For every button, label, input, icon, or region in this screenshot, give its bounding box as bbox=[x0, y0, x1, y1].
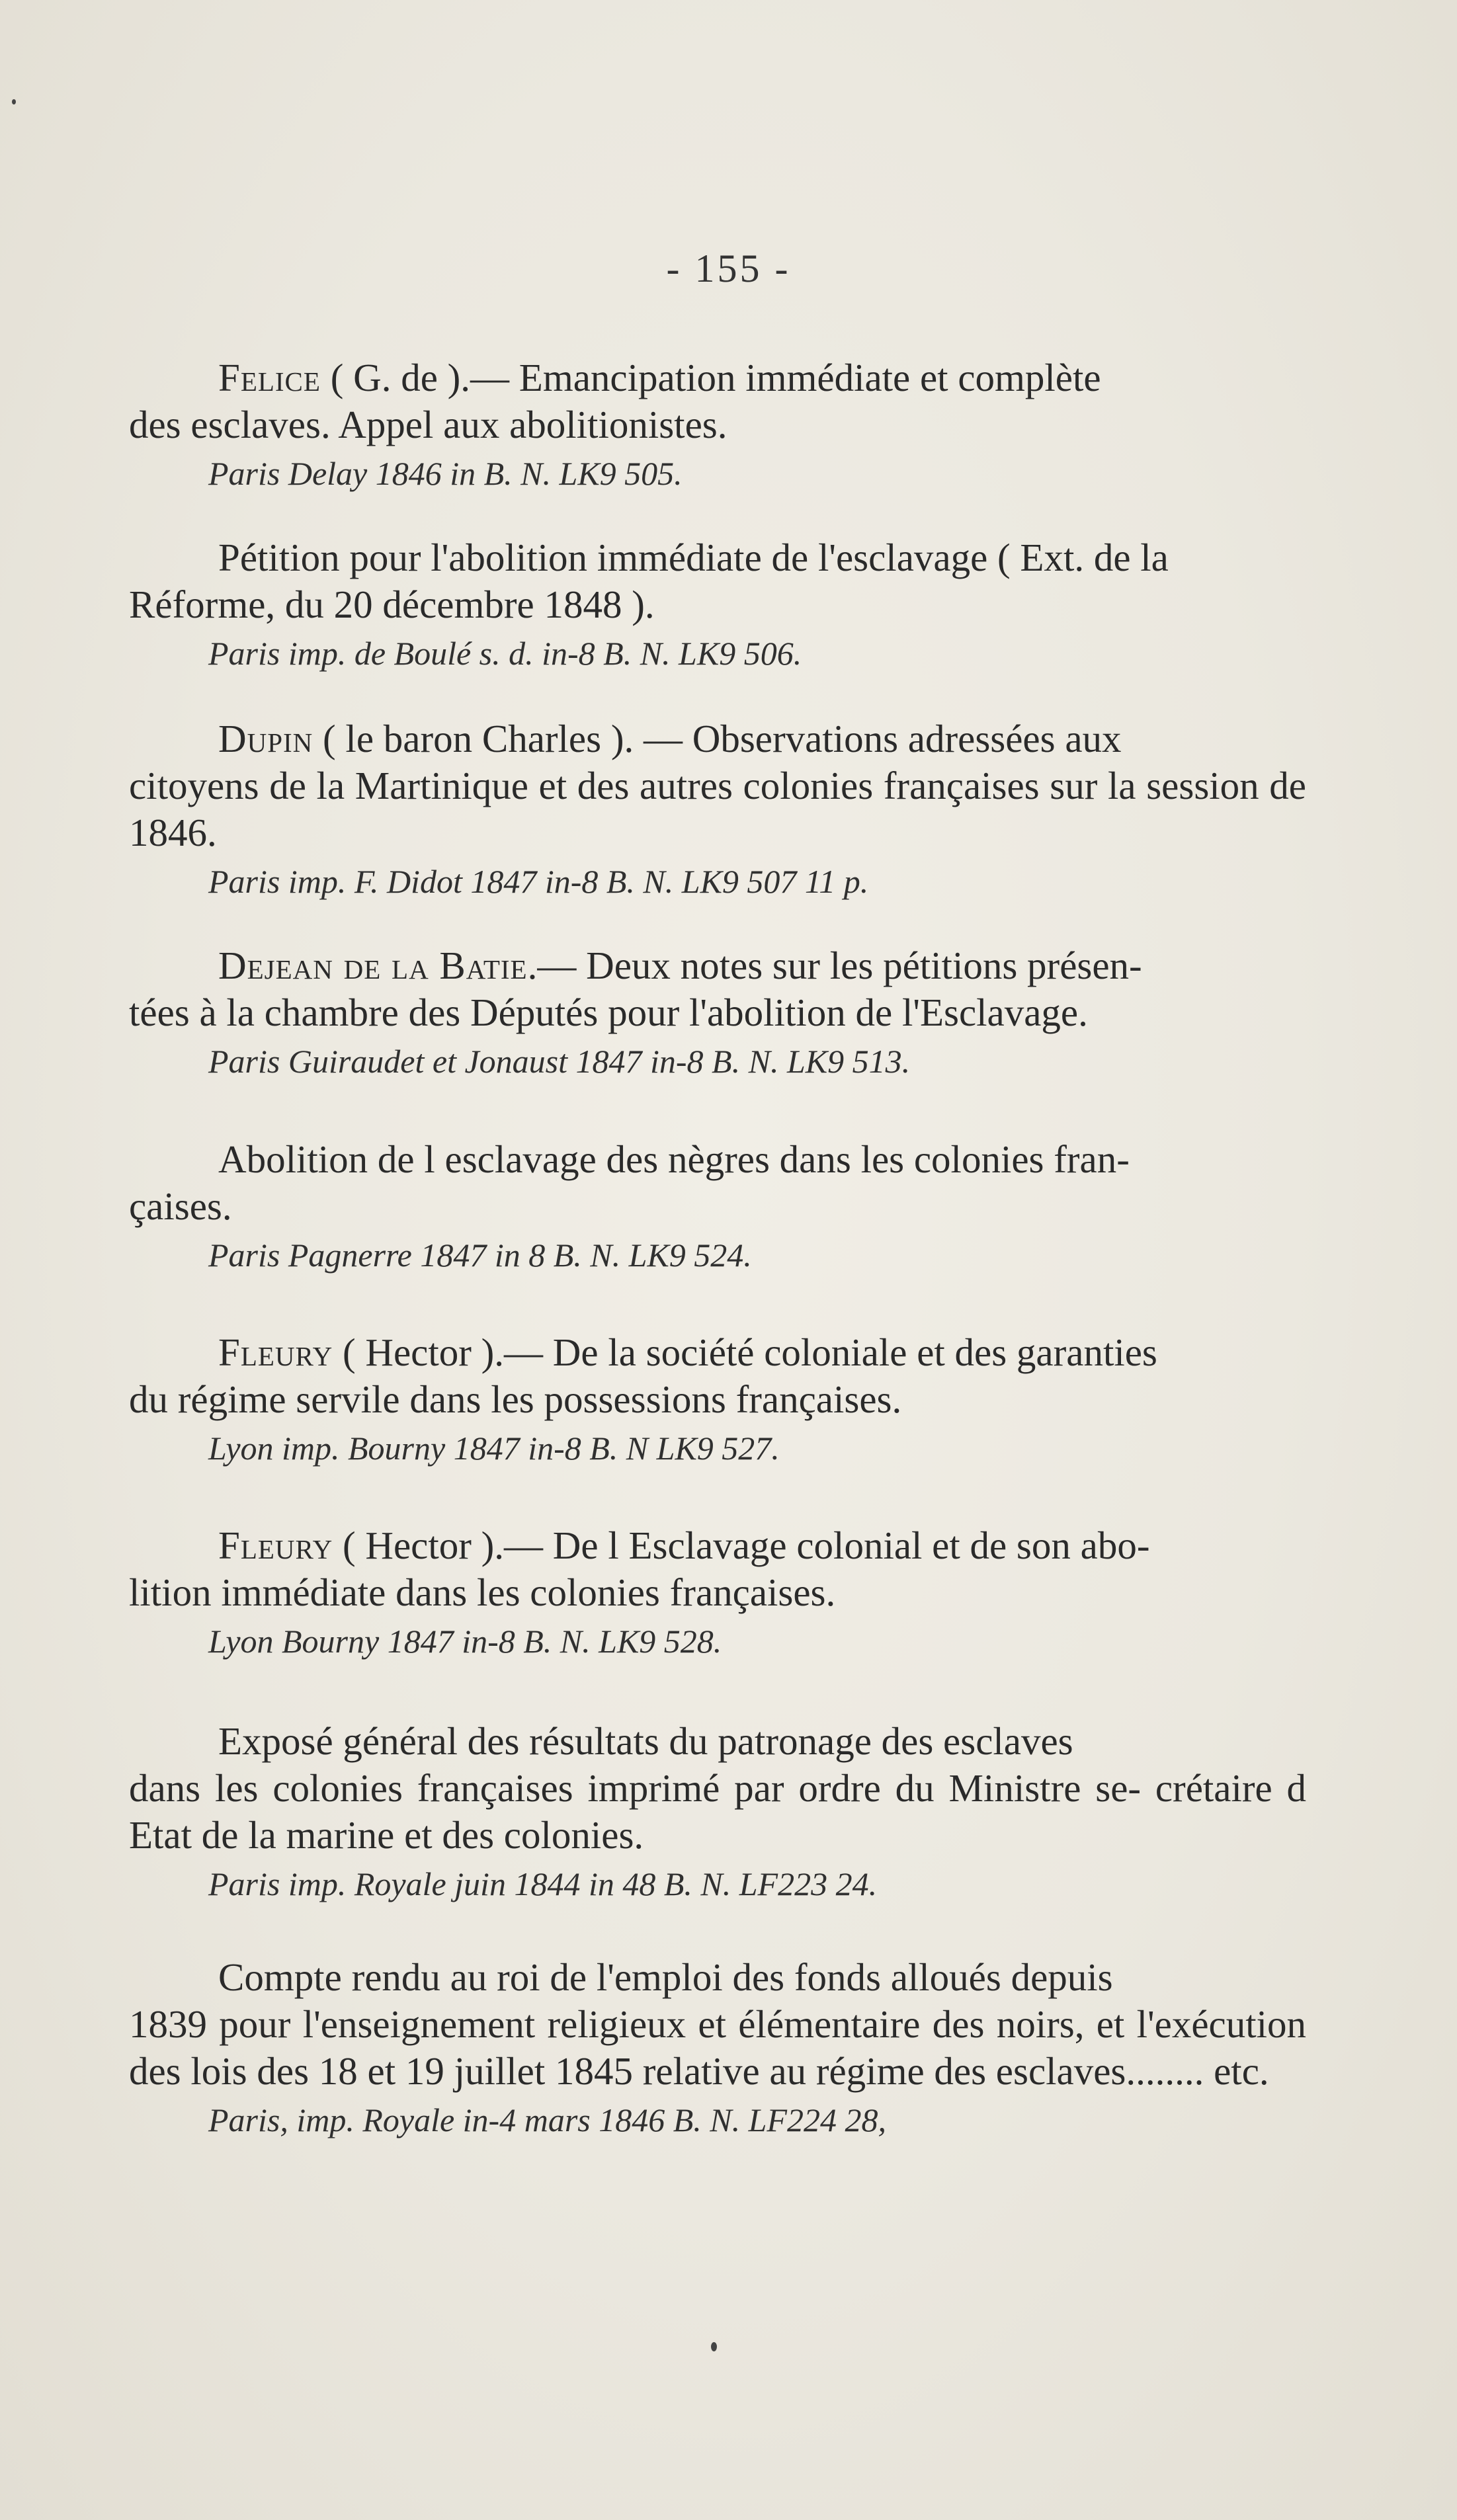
entry-title-line: Compte rendu au roi de l'emploi des fonds alloués depuis bbox=[218, 1955, 1113, 1999]
entry-title-line: Pétition pour l'abolition immédiate de l'esclavage ( Ext. de la bbox=[218, 536, 1169, 579]
entry-title-line: la session de 1846. bbox=[129, 764, 1306, 854]
entry-imprint: Paris imp. de Boulé s. d. in-8 B. N. LK9 506. bbox=[208, 635, 802, 672]
entry-title-line: çaises. bbox=[129, 1184, 232, 1228]
entry-imprint: Lyon Bourny 1847 in-8 B. N. LK9 528. bbox=[208, 1623, 722, 1660]
entry-imprint: Paris Delay 1846 in B. N. LK9 505. bbox=[208, 455, 683, 492]
entry-imprint: Paris, imp. Royale in-4 mars 1846 B. N. LF224 28, bbox=[208, 2101, 886, 2138]
entry-title bbox=[129, 1718, 1306, 1859]
entry-author: Dupin bbox=[218, 717, 313, 760]
bibliography-entry bbox=[129, 1718, 1306, 1905]
entry-title bbox=[129, 715, 1306, 856]
bibliography-entry bbox=[129, 1329, 1306, 1469]
ink-speck bbox=[12, 99, 16, 104]
entry-imprint: Lyon imp. Bourny 1847 in-8 B. N LK9 527. bbox=[208, 1430, 780, 1467]
bibliography-entry bbox=[129, 1136, 1306, 1276]
bibliography-entry bbox=[129, 354, 1306, 495]
entry-title-line: dans les colonies françaises imprimé par ordre du Ministre se- bbox=[129, 1766, 1142, 1810]
entry-title bbox=[129, 354, 1306, 448]
entry-title bbox=[129, 942, 1306, 1036]
entry-title-line: ( G. de ).— Emancipation immédiate et complète bbox=[330, 356, 1101, 399]
page-number: - 155 - bbox=[666, 247, 791, 290]
entry-title-line: tées à la chambre des Députés pour l'abolition de l'Esclavage. bbox=[129, 991, 1088, 1034]
entry-title bbox=[129, 1329, 1306, 1423]
entry-title-line: du régime servile dans les possessions françaises. bbox=[129, 1377, 902, 1421]
entry-title-line: ( le baron Charles ). — Observations adressées aux bbox=[323, 717, 1122, 760]
bibliography-entry bbox=[129, 1954, 1306, 2141]
entry-imprint: Paris imp. Royale juin 1844 in 48 B. N. LF223 24. bbox=[208, 1865, 878, 1902]
entry-title-line: crétaire d Etat de la marine et des colonies. bbox=[129, 1766, 1307, 1857]
ink-speck bbox=[711, 2342, 717, 2351]
entry-imprint: Paris Guiraudet et Jonaust 1847 in-8 B. N. LK9 513. bbox=[208, 1043, 911, 1080]
entry-imprint: Paris imp. F. Didot 1847 in-8 B. N. LK9 507 11 p. bbox=[208, 863, 869, 900]
entry-title-line: ( Hector ).— De l Esclavage colonial et de son abo- bbox=[342, 1524, 1150, 1567]
entry-title-line: Exposé général des résultats du patronage des esclaves bbox=[218, 1719, 1073, 1763]
entry-title bbox=[129, 1954, 1306, 2095]
bibliography-entry bbox=[129, 942, 1306, 1082]
entry-title bbox=[129, 1522, 1306, 1616]
entry-author: Felice bbox=[218, 356, 321, 399]
entry-imprint: Paris Pagnerre 1847 in 8 B. N. LK9 524. bbox=[208, 1237, 752, 1274]
entry-title-line: l'exécution des lois des 18 et 19 juillet 1845 relative au régime bbox=[129, 2002, 1306, 2093]
entry-author: Fleury bbox=[218, 1524, 333, 1567]
entry-title-line: des esclaves........ etc. bbox=[934, 2049, 1269, 2093]
bibliography-entry bbox=[129, 715, 1306, 903]
entry-author: Fleury bbox=[218, 1330, 333, 1374]
entry-title bbox=[129, 534, 1306, 628]
entry-title-line: des esclaves. Appel aux abolitionistes. bbox=[129, 403, 728, 446]
entry-title-line: citoyens de la Martinique et des autres colonies françaises sur bbox=[129, 764, 1098, 807]
entry-title-line: ( Hector ).— De la société coloniale et des garanties bbox=[342, 1330, 1157, 1374]
bibliography-entry bbox=[129, 1522, 1306, 1662]
bibliography-entry bbox=[129, 534, 1306, 674]
entry-title-line: Abolition de l esclavage des nègres dans les colonies fran- bbox=[218, 1137, 1130, 1181]
entry-title-line: 1839 pour l'enseignement religieux et élémentaire des noirs, et bbox=[129, 2002, 1125, 2046]
entry-title-line: Réforme, du 20 décembre 1848 ). bbox=[129, 583, 655, 626]
entry-author: Dejean de la Batie bbox=[218, 944, 528, 987]
entry-title-line: .— Deux notes sur les pétitions présen- bbox=[527, 944, 1142, 987]
entry-title bbox=[129, 1136, 1306, 1230]
entry-title-line: lition immédiate dans les colonies françaises. bbox=[129, 1570, 836, 1614]
